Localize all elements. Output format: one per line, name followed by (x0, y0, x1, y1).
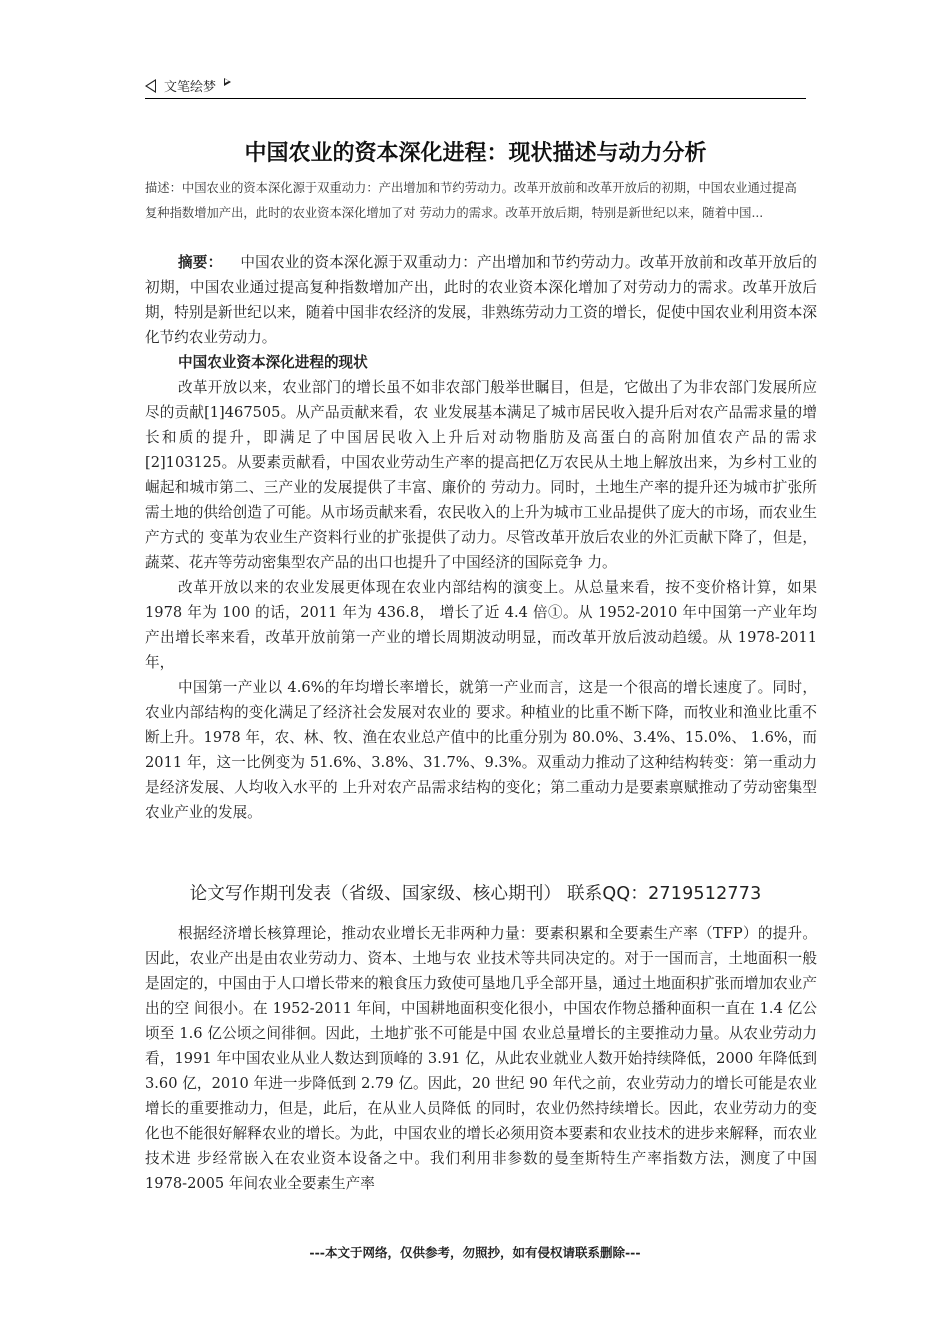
abstract-label: 摘要： (178, 254, 223, 271)
promo-banner: 论文写作期刊发表（省级、国家级、核心期刊） 联系QQ：2719512773 (189, 884, 762, 904)
main-body-bottom (145, 921, 817, 1196)
triangle-right-icon (224, 78, 231, 86)
section-heading: 中国农业资本深化进程的现状 (178, 354, 368, 371)
abstract-paragraph (145, 250, 817, 350)
body-paragraph: 改革开放以来的农业发展更体现在农业内部结构的演变上。从总量来看，按不变价格计算，如果 1978 年为 100 的话，2011 年为 436.8， 增长了近 4.4 倍①。从 1952-2010 年中国第一产业年均产出增长率来看，改革开放前第一产业的增长周期波动明显，而改革开放后波动趋缓。从 1978-2011 年， (145, 579, 817, 671)
main-body-top (145, 250, 817, 825)
document-description: 描述：中国农业的资本深化源于双重动力：产出增加和节约劳动力。改革开放前和改革开放后的初期，中国农业通过提高复种指数增加产出，此时的农业资本深化增加了对 劳动力的需求。改革开放后期，特别是新世纪以来，随着中国... (145, 181, 797, 220)
body-paragraph: 改革开放以来，农业部门的增长虽不如非农部门般举世瞩目，但是，它做出了为非农部门发展所应尽的贡献[1]467505。从产品贡献来看，农 业发展基本满足了城市居民收入提升后对农产品需求量的增长和质的提升，即满足了中国居民收入上升后对动物脂肪及高蛋白的高附加值农产品的需求 [2]103125。从要素贡献看，中国农业劳动生产率的提高把亿万农民从土地上解放出来，为乡村工业的崛起和城市第二、三产业的发展提供了丰富、廉价的 劳动力。同时，土地生产率的提升还为城市扩张所需土地的供给创造了可能。从市场贡献来看，农民收入的上升为城市工业品提供了庞大的市场，而农业生产方式的 变革为农业生产资料行业的扩张提供了动力。尽管改革开放后农业的外汇贡献下降了，但是，蔬菜、花卉等劳动密集型农产品的出口也提升了中国经济的国际竞争 力。 (145, 379, 817, 571)
document-title: 中国农业的资本深化进程：现状描述与动力分析 (244, 141, 707, 166)
triangle-left-icon (145, 79, 156, 93)
page-header (145, 74, 806, 99)
brand-label: 文笔绘梦 (164, 80, 217, 95)
footer-disclaimer: ---本文于网络，仅供参考，勿照抄，如有侵权请联系删除--- (309, 1245, 641, 1260)
header-brand (145, 76, 231, 95)
body-paragraph: 根据经济增长核算理论，推动农业增长无非两种力量：要素积累和全要素生产率（TFP）的提升。因此，农业产出是由农业劳动力、资本、土地与农 业技术等共同决定的。对于一国而言，土地面积一般是固定的，中国由于人口增长带来的粮食压力致使可垦地几乎全部开垦，通过土地面积扩张而增加农业产出的空 间很小。在 1952-2011 年间，中国耕地面积变化很小，中国农作物总播种面积一直在 1.4 亿公顷至 1.6 亿公顷之间徘徊。因此，土地扩张不可能是中国 农业总量增长的主要推动力量。从农业劳动力看，1991 年中国农业从业人数达到顶峰的 3.91 亿，从此农业就业人数开始持续降低，2000 年降低到 3.60 亿，2010 年进一步降低到 2.79 亿。因此，20 世纪 90 年代之前，农业劳动力的增长可能是农业增长的重要推动力，但是，此后，在从业人员降低 的同时，农业仍然持续增长。因此，农业劳动力的变化也不能很好解释农业的增长。为此，中国农业的增长必须用资本要素和农业技术的进步来解释，而农业技术进 步经常嵌入在农业资本设备之中。我们利用非参数的曼奎斯特生产率指数方法，测度了中国 1978-2005 年间农业全要素生产率 (145, 925, 817, 1192)
body-paragraph: 中国第一产业以 4.6%的年均增长率增长，就第一产业而言，这是一个很高的增长速度了。同时，农业内部结构的变化满足了经济社会发展对农业的 要求。种植业的比重不断下降，而牧业和渔业比重不断上升。1978 年，农、林、牧、渔在农业总产值中的比重分别为 80.0%、3.4%、15.0%、 1.6%，而 2011 年，这一比例变为 51.6%、3.8%、31.7%、9.3%。双重动力推动了这种结构转变：第一重动力是经济发展、人均收入水平的 上升对农产品需求结构的变化；第二重动力是要素禀赋推动了劳动密集型农业产业的发展。 (145, 679, 817, 821)
abstract-text: 中国农业的资本深化源于双重动力：产出增加和节约劳动力。改革开放前和改革开放后的初期，中国农业通过提高复种指数增加产出，此时的农业资本深化增加了对劳动力的需求。改革开放后期，特别是新世纪以来，随着中国非农经济的发展，非熟练劳动力工资的增长，促使中国农业利用资本深化节约农业劳动力。 (145, 254, 817, 346)
